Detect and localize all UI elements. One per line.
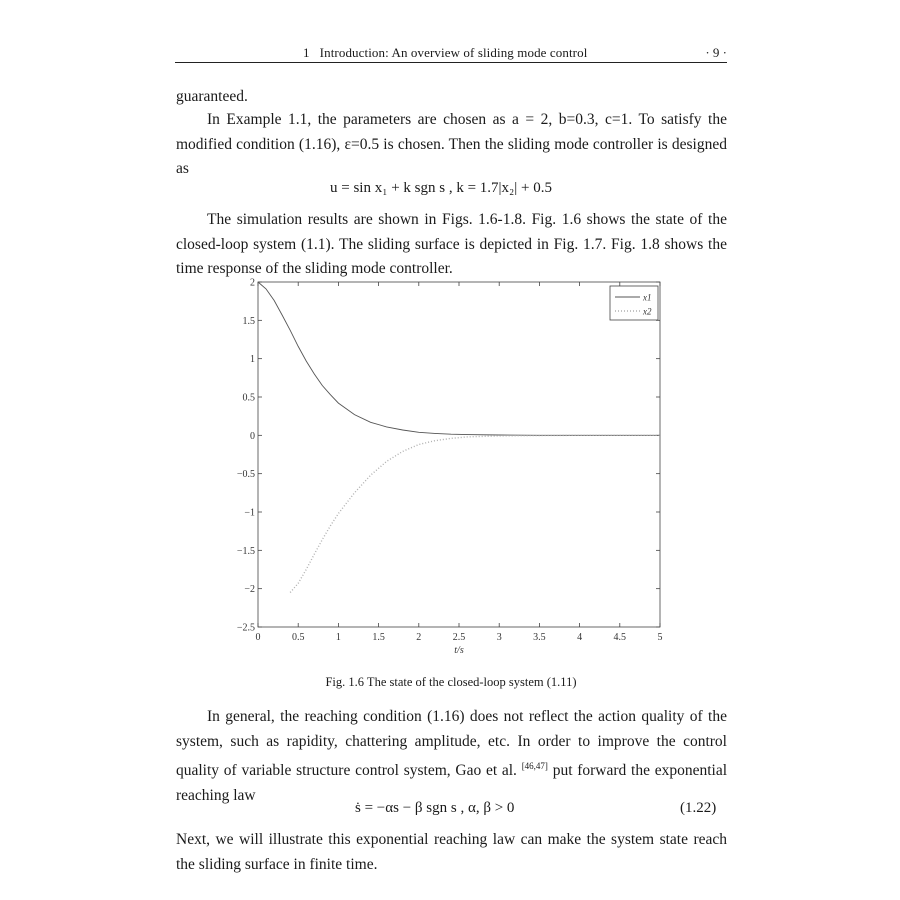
equation-reaching-law: ṡ = −αs − β sgn s , α, β > 0: [355, 800, 515, 816]
reaching-text-b: put forward the exponential reaching law: [176, 762, 728, 804]
paragraph-simulation: The simulation results are shown in Figs. 1.6-1.8. Fig. 1.6 shows the state of the closed-loop system (1.1). The sliding surface is depicted in Fig. 1.7. Fig. 1.8 shows the time response of the sliding mode controller.: [176, 211, 727, 277]
series-line-x1: [258, 282, 660, 435]
x-tick-label: 2: [416, 632, 422, 643]
reaching-text-a: In general, the reaching condition (1.16) does not reflect the action quality of the system, such as rapidity, chattering amplitude, etc. In order to improve the control quality of variable structure control system, Gao et al.: [176, 708, 727, 780]
y-tick-label: 1.5: [242, 315, 255, 327]
y-tick-label: −2: [244, 584, 255, 596]
x-tick-label: 2.5: [452, 632, 466, 643]
figure-caption: Fig. 1.6 The state of the closed-loop system (1.11): [325, 675, 577, 689]
y-tick-label: −1.5: [236, 545, 255, 557]
equation-controller: u = sin x₁ + k sgn s , k = 1.7|x₂| + 0.5: [330, 180, 552, 196]
x-axis-label: t/s: [454, 645, 464, 656]
page-number: · 9 ·: [705, 45, 727, 60]
y-tick-label: 1: [250, 354, 255, 366]
legend-label-x1: x1: [643, 292, 652, 303]
paragraph-next: Next, we will illustrate this exponential reaching law can make the system state reach the sliding surface in finite time.: [176, 831, 727, 873]
y-tick-label: 2: [250, 278, 255, 289]
citation: [46,47]: [521, 761, 548, 771]
series-line-x2: [290, 435, 660, 592]
x-tick-label: 3.5: [533, 632, 546, 643]
x-tick-label: 1.5: [372, 632, 385, 643]
legend-label-x2: x2: [643, 306, 652, 317]
y-tick-label: −0.5: [236, 469, 255, 481]
y-tick-label: 0.5: [242, 392, 255, 404]
running-header-title: [303, 45, 587, 61]
header-rule: [175, 62, 727, 63]
state-plot: [228, 278, 673, 658]
chapter-number: 1: [303, 45, 310, 60]
y-tick-label: −2.5: [236, 622, 255, 634]
x-tick-label: 3: [496, 632, 502, 643]
plot-frame: [258, 282, 660, 627]
x-tick-label: 0: [255, 632, 261, 643]
x-tick-label: 5: [657, 632, 663, 643]
running-header: [175, 42, 727, 62]
y-tick-label: 0: [250, 430, 255, 442]
equation-number: (1.22): [680, 800, 717, 816]
chapter-title: Introduction: An overview of sliding mode control: [319, 45, 588, 60]
y-tick-label: −1: [244, 507, 255, 519]
x-tick-label: 1: [335, 632, 341, 643]
paragraph-reaching: [176, 705, 727, 808]
paragraph-example: In Example 1.1, the parameters are chosen as a = 2, b=0.3, c=1. To satisfy the modified condition (1.16), ε=0.5 is chosen. Then the sliding mode controller is designed as: [176, 111, 727, 177]
x-tick-label: 4: [577, 632, 583, 643]
paragraph-end: guaranteed.: [176, 88, 248, 105]
x-tick-label: 0.5: [291, 632, 305, 643]
x-tick-label: 4.5: [613, 632, 627, 643]
